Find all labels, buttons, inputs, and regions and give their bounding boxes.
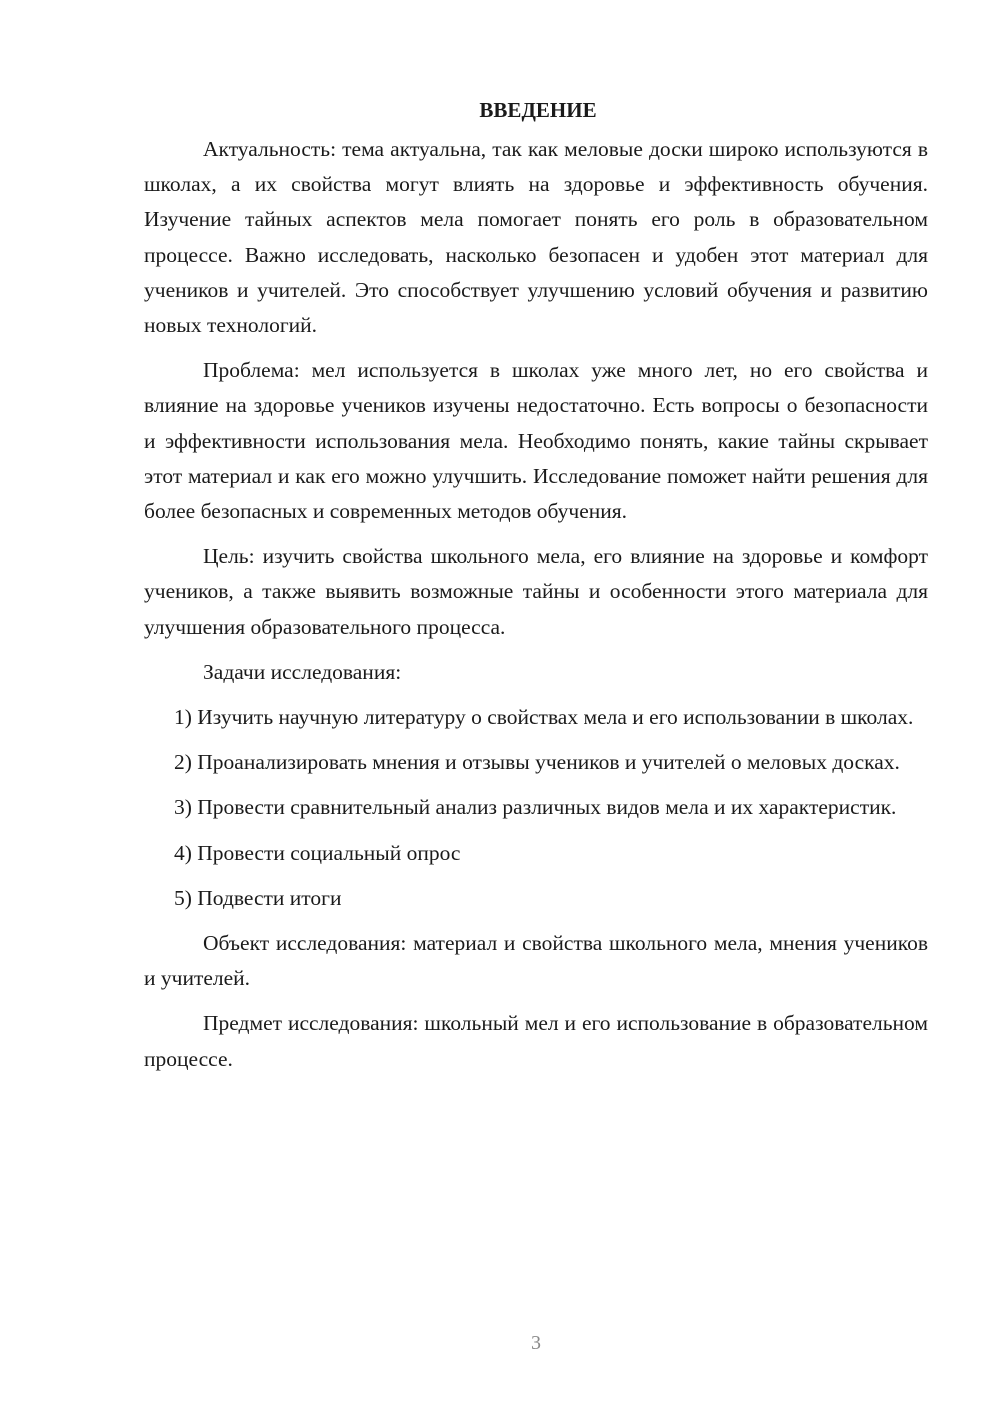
task-item-3: 3) Провести сравнительный анализ различных видов мела и их характеристик. bbox=[174, 795, 897, 820]
relevance-paragraph: Актуальность: тема актуальна, так как меловые доски широко используются в школах, а их свойства могут влиять на здоровье и эффективность обучения. Изучение тайных аспектов мела помогает понять его роль в образовательном процессе. Важно исследовать, насколько безопасен и удобен этот материал для учеников и учителей. Это способствует улучшению условий обучения и развитию новых технологий. bbox=[144, 137, 928, 338]
problem-paragraph: Проблема: мел используется в школах уже много лет, но его свойства и влияние на здоровье учеников изучены недостаточно. Есть вопросы о безопасности и эффективности использования мела. Необходимо понять, какие тайны скрывает этот материал и как его можно улучшить. Исследование поможет найти решения для более безопасных и современных методов обучения. bbox=[144, 358, 928, 524]
page-number: 3 bbox=[531, 1332, 541, 1354]
task-item-2: 2) Проанализировать мнения и отзывы учеников и учителей о меловых досках. bbox=[174, 750, 900, 775]
document-page bbox=[144, 92, 928, 1087]
tasks-heading: Задачи исследования: bbox=[203, 659, 402, 684]
task-item-4: 4) Провести социальный опрос bbox=[174, 840, 461, 865]
subject-paragraph: Предмет исследования: школьный мел и его использование в образовательном процессе. bbox=[144, 1011, 928, 1071]
task-item-5: 5) Подвести итоги bbox=[174, 885, 342, 910]
task-item-1: 1) Изучить научную литературу о свойствах мела и его использовании в школах. bbox=[174, 705, 914, 730]
section-title: ВВЕДЕНИЕ bbox=[479, 98, 597, 122]
object-paragraph: Объект исследования: материал и свойства школьного мела, мнения учеников и учителей. bbox=[144, 931, 928, 991]
goal-paragraph: Цель: изучить свойства школьного мела, его влияние на здоровье и комфорт учеников, а также выявить возможные тайны и особенности этого материала для улучшения образовательного процесса. bbox=[144, 544, 928, 639]
